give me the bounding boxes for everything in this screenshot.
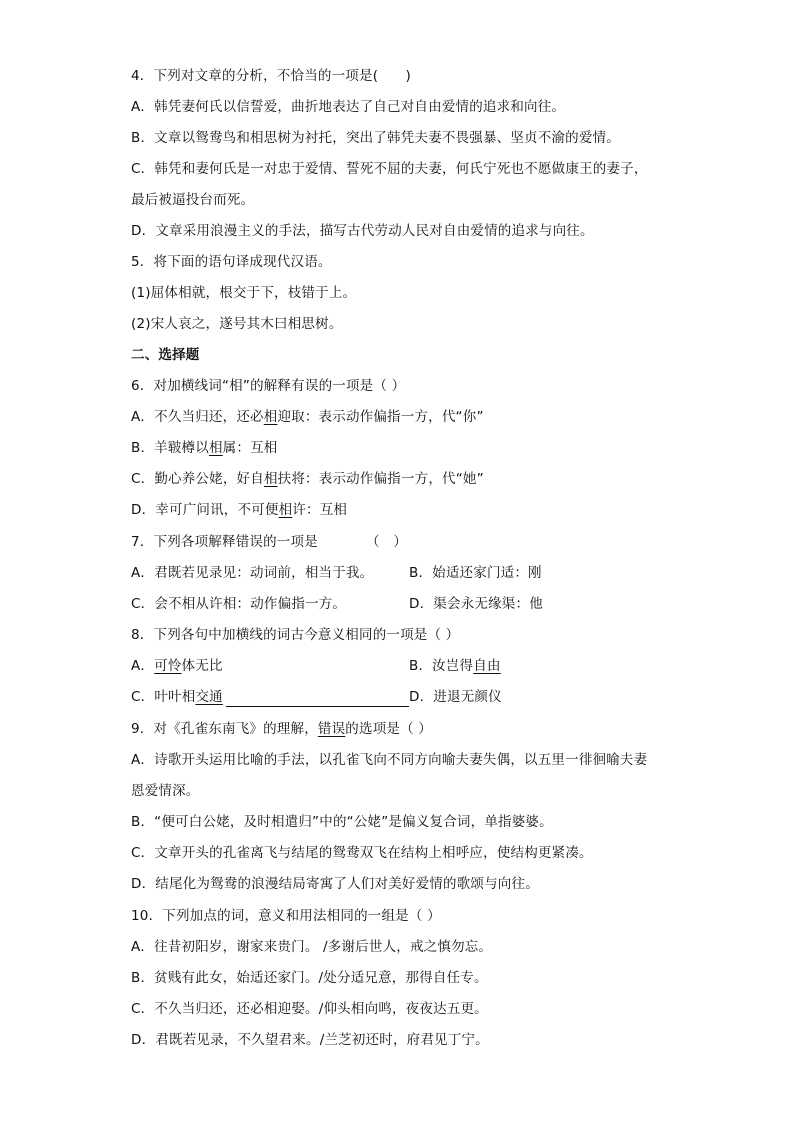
q9-option-a-line2: 恩爱情深。 [131,783,200,799]
section-heading: 二、选择题 [131,347,200,363]
q6-c-underlined: 相 [263,471,278,487]
q8-a-prefix: A． [131,658,155,674]
q6-b-suffix: 属：互相 [222,440,278,456]
q8-a-underlined: 可怜 [154,658,182,674]
q6-a-prefix: A．不久当归还，还必 [131,409,264,425]
q6-option-d [131,500,347,520]
q6-b-prefix: B．羊皲樽以 [131,440,209,456]
q4-option-b: B．文章以鸳鸯鸟和相思树为衬托，突出了韩凭夫妻不畏强暴、坚贞不渝的爱情。 [131,130,620,146]
q8-b-underlined: 自由 [473,658,501,674]
q6-a-suffix: 迎取：表示动作偏指一方，代“你” [277,409,484,425]
q9-stem-prefix: 9．对《孔雀东南飞》的理解， [131,721,318,737]
q8-a-suffix: 体无比 [181,658,223,674]
q5-stem: 5．将下面的语句译成现代汉语。 [131,254,332,270]
q10-option-b: B．贫贱有此女，始适还家门。/处分适兄意，那得自任专。 [131,970,488,986]
q4-option-a: A．韩凭妻何氏以信誓爱，曲折地表达了自己对自由爱情的追求和向往。 [131,99,566,115]
q10-option-d: D．君既若见录，不久望君来。/兰芝初还时，府君见丁宁。 [131,1032,489,1048]
q9-option-d: D．结尾化为鸳鸯的浪漫结局寄寓了人们对美好爱情的歌颂与向往。 [131,876,539,892]
q9-option-a-line1: A．诗歌开头运用比喻的手法，以孔雀飞向不同方向喻夫妻失偶，以五里一徘徊喻夫妻 [131,752,648,768]
q4-option-d: D．文章采用浪漫主义的手法，描写古代劳动人民对自由爱情的追求与向往。 [131,223,594,239]
q6-option-b [131,438,277,458]
q8-option-b [409,656,501,676]
q9-stem-underlined: 错误 [317,721,346,737]
q8-option-d: D．进退无颜仪 [409,689,502,705]
q6-option-c [131,469,484,489]
q7-option-d: D．渠会永无缘渠：他 [409,596,543,612]
q8-c-prefix: C．叶叶相 [131,689,196,705]
q9-stem-suffix: 的选项是（ ） [345,721,432,737]
q8-blank-line [226,706,409,707]
q6-d-underlined: 相 [278,502,293,518]
q6-a-underlined: 相 [263,409,278,425]
q10-option-c: C．不久当归还，还必相迎娶。/仰头相向鸣，夜夜达五更。 [131,1001,488,1017]
q7-stem: 7．下列各项解释错误的一项是 （ ） [131,534,408,550]
q6-c-suffix: 扶将：表示动作偏指一方，代“她” [277,471,484,487]
q9-option-b: B．“便可白公姥，及时相遣归”中的“公姥”是偏义复合词，单指婆婆。 [131,814,553,830]
q4-stem: 4．下列对文章的分析，不恰当的一项是( ) [131,68,412,84]
q6-c-prefix: C．勤心养公姥，好自 [131,471,264,487]
q8-b-prefix: B．汝岂得 [409,658,474,674]
q10-option-a: A．往昔初阳岁，谢家来贵门。 /多谢后世人，戒之慎勿忘。 [131,939,493,955]
q6-stem: 6．对加横线词“相”的解释有误的一项是（ ） [131,378,406,394]
q7-option-c: C．会不相从许相：动作偏指一方。 [131,596,347,612]
q7-option-b: B．始适还家门适：刚 [409,565,542,581]
q8-option-a [131,656,223,676]
q8-c-underlined: 交通 [195,689,223,705]
q4-option-c-line1: C．韩凭和妻何氏是一对忠于爱情、誓死不屈的夫妻，何氏宁死也不愿做康王的妻子， [131,161,648,177]
q9-stem [131,719,432,739]
q6-option-a [131,407,484,427]
q7-option-a: A．君既若见录见：动词前，相当于我。 [131,565,374,581]
q5-sentence-2: (2)宋人哀之，遂号其木曰相思树。 [131,316,343,332]
q6-b-underlined: 相 [208,440,223,456]
q6-d-suffix: 许：互相 [292,502,348,518]
q8-option-c [131,687,223,707]
q6-d-prefix: D．幸可广问讯，不可便 [131,502,279,518]
q8-stem: 8．下列各句中加横线的词古今意义相同的一项是（ ） [131,627,460,643]
q4-option-c-line2: 最后被逼投台而死。 [131,192,255,208]
q9-option-c: C．文章开头的孔雀离飞与结尾的鸳鸯双飞在结构上相呼应，使结构更紧凑。 [131,845,593,861]
q5-sentence-1: (1)屈体相就，根交于下，枝错于上。 [131,285,357,301]
q10-stem: 10．下列加点的词，意义和用法相同的一组是（ ） [131,908,441,924]
